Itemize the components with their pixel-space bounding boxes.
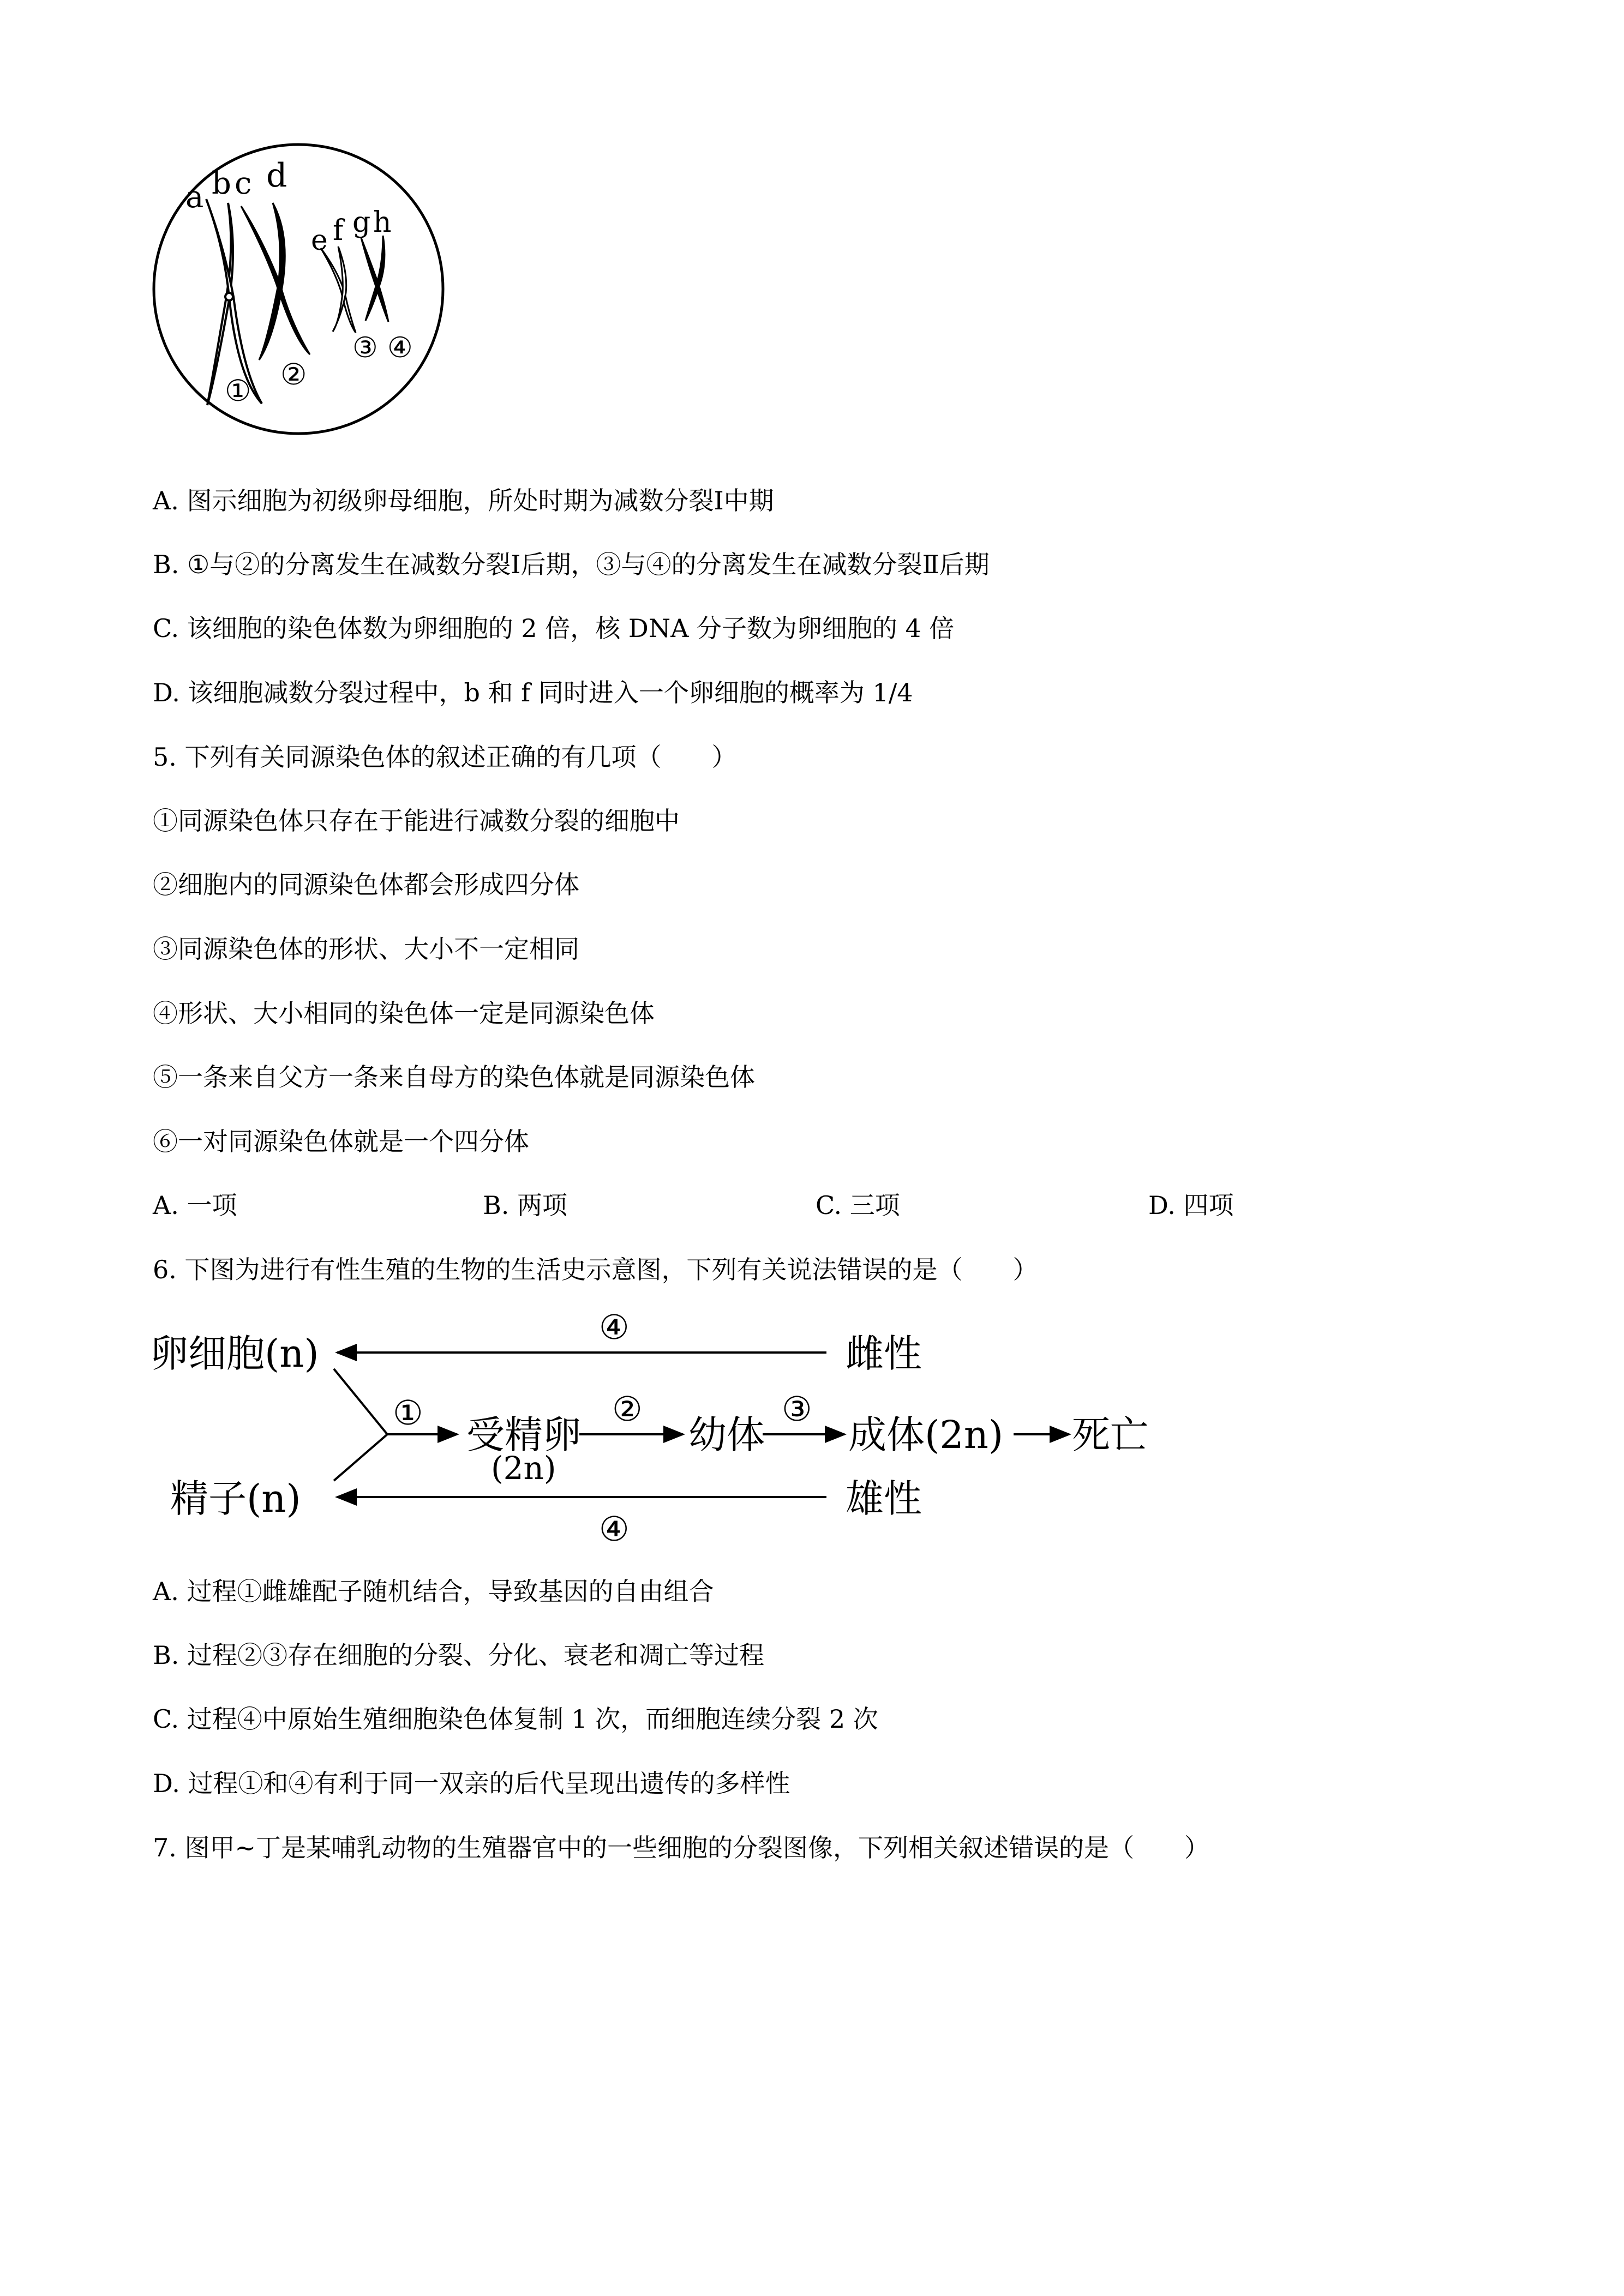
q5-statement-5: ⑤一条来自父方一条来自母方的染色体就是同源染色体 <box>153 1062 755 1092</box>
step-4-top-label: ④ <box>599 1307 630 1347</box>
sperm-label: 精子(n) <box>170 1476 301 1521</box>
q5-stem: 5. 下列有关同源染色体的叙述正确的有几项（ ） <box>153 742 737 772</box>
line-egg-to-junction <box>334 1369 387 1434</box>
q7-stem: 7. 图甲~丁是某哺乳动物的生殖器官中的一些细胞的分裂图像，下列相关叙述错误的是（ ） <box>153 1833 1210 1862</box>
cell-chromosome-figure <box>147 142 464 447</box>
q4-option-b: B. ①与②的分离发生在减数分裂Ⅰ后期，③与④的分离发生在减数分裂Ⅱ后期 <box>153 550 990 579</box>
q6-option-d: D. 过程①和④有利于同一双亲的后代呈现出遗传的多样性 <box>153 1769 790 1798</box>
egg-label: 卵细胞(n) <box>150 1331 319 1376</box>
gene-label-g: g <box>352 206 371 239</box>
death-label: 死亡 <box>1072 1413 1148 1457</box>
gene-label-e: e <box>311 224 328 257</box>
chromosome-3 <box>321 247 356 333</box>
gene-label-f: f <box>333 214 344 247</box>
chromosome-4 <box>361 236 388 322</box>
q6-option-c: C. 过程④中原始生殖细胞染色体复制 1 次，而细胞连续分裂 2 次 <box>153 1704 878 1734</box>
male-label: 雄性 <box>846 1476 922 1521</box>
q4-option-c: C. 该细胞的染色体数为卵细胞的 2 倍，核 DNA 分子数为卵细胞的 4 倍 <box>153 614 955 643</box>
line-sperm-to-junction <box>334 1434 387 1481</box>
q6-option-b: B. 过程②③存在细胞的分裂、分化、衰老和凋亡等过程 <box>153 1640 765 1670</box>
step-2-label: ② <box>612 1389 643 1429</box>
gene-label-c: c <box>235 166 252 201</box>
chromosome-number-3: ③ <box>352 332 378 364</box>
gene-label-h: h <box>373 206 392 239</box>
q5-option-a: A. 一项 <box>153 1191 237 1220</box>
step-1-label: ① <box>393 1393 423 1433</box>
chromosome-number-1: ① <box>225 374 251 408</box>
life-cycle-diagram <box>0 1298 1624 1549</box>
juvenile-label: 幼体 <box>688 1413 765 1457</box>
zygote-label: 受精卵 <box>466 1413 581 1457</box>
q5-statement-6: ⑥一对同源染色体就是一个四分体 <box>153 1127 529 1156</box>
q4-option-d: D. 该细胞减数分裂过程中，b 和 f 同时进入一个卵细胞的概率为 1/4 <box>153 678 913 707</box>
zygote-ploidy-label: (2n) <box>491 1450 556 1487</box>
chromosome-number-4: ④ <box>387 332 413 364</box>
chromosome-number-2: ② <box>280 357 307 392</box>
gene-label-b: b <box>212 166 231 201</box>
q5-option-d: D. 四项 <box>1148 1191 1234 1220</box>
q5-statement-2: ②细胞内的同源染色体都会形成四分体 <box>153 870 579 899</box>
chromosome-2 <box>241 203 310 360</box>
q5-statement-1: ①同源染色体只存在于能进行减数分裂的细胞中 <box>153 806 680 836</box>
gene-label-a: a <box>185 179 204 215</box>
q5-option-c: C. 三项 <box>816 1191 900 1220</box>
q4-option-a: A. 图示细胞为初级卵母细胞，所处时期为减数分裂Ⅰ中期 <box>153 486 774 515</box>
q5-option-b: B. 两项 <box>483 1191 568 1220</box>
q6-option-a: A. 过程①雌雄配子随机结合，导致基因的自由组合 <box>153 1577 714 1606</box>
adult-label: 成体(2n) <box>848 1413 1004 1457</box>
female-label: 雌性 <box>846 1331 922 1376</box>
q5-statement-4: ④形状、大小相同的染色体一定是同源染色体 <box>153 999 655 1028</box>
step-3-label: ③ <box>782 1389 812 1429</box>
q6-stem: 6. 下图为进行有性生殖的生物的生活史示意图，下列有关说法错误的是（ ） <box>153 1255 1038 1284</box>
gene-label-d: d <box>266 157 287 195</box>
step-4-bottom-label: ④ <box>599 1509 630 1549</box>
q5-statement-3: ③同源染色体的形状、大小不一定相同 <box>153 934 579 964</box>
